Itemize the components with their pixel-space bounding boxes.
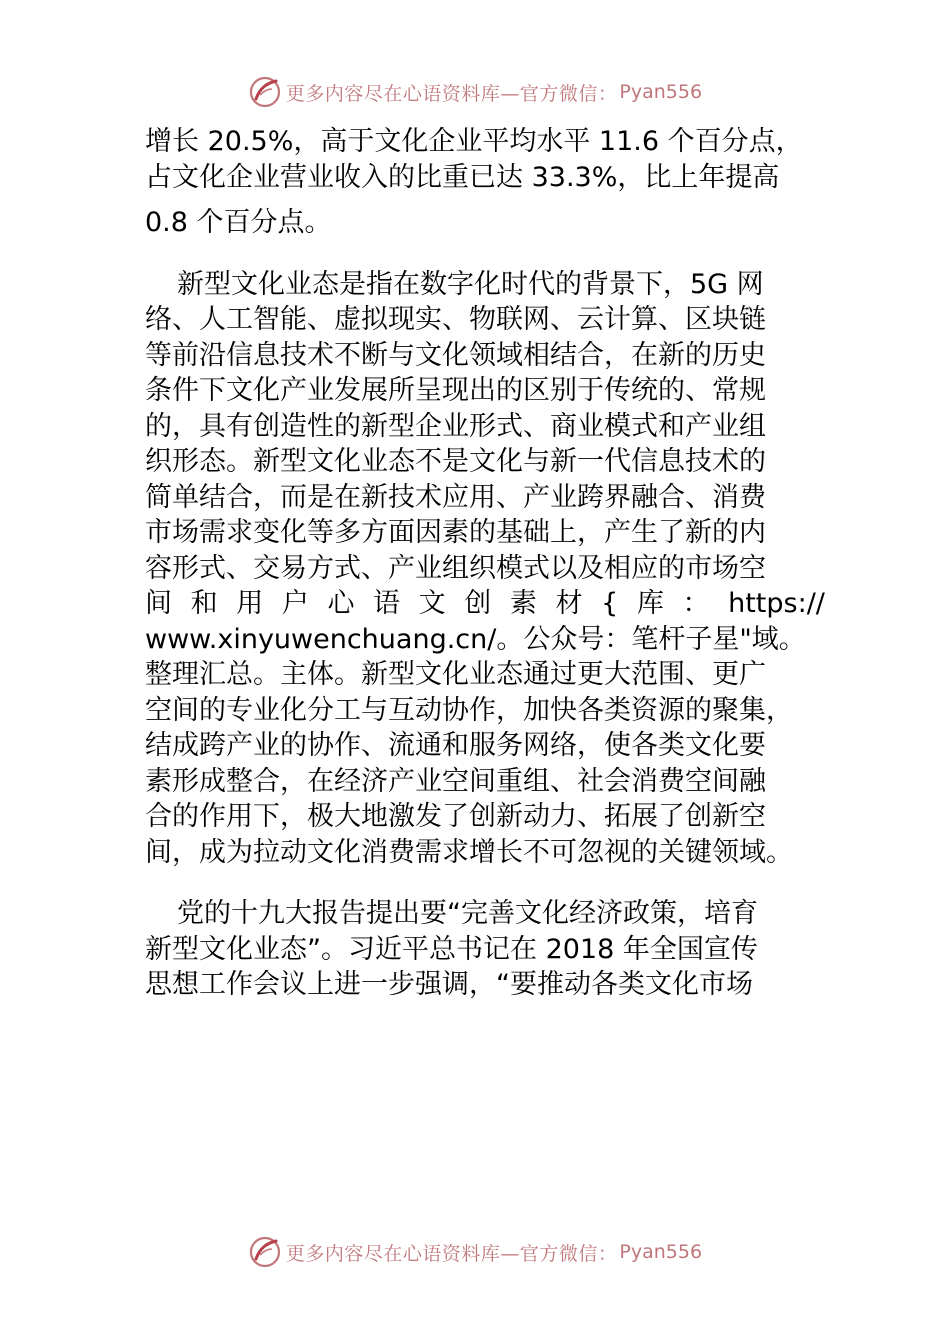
spread-char: 素: [509, 588, 537, 619]
paragraph-2-line: 素形成整合，在经济产业空间重组、社会消费空间融: [145, 765, 766, 797]
paragraph-3-line: 党的十九大报告提出要“完善文化经济政策，培育: [177, 898, 758, 929]
watermark-id: Pyan556: [619, 1241, 703, 1263]
paragraph-1: [145, 124, 825, 241]
paragraph-3: [145, 896, 825, 1003]
spread-char: 材: [555, 588, 583, 619]
paragraph-2: [145, 267, 825, 871]
paragraph-2-line: 的，具有创造性的新型企业形式、商业模式和产业组: [145, 410, 766, 442]
paragraph-2-line: 条件下文化产业发展所呈现出的区别于传统的、常规: [145, 375, 766, 406]
spread-char: 和: [190, 588, 218, 619]
paragraph-3-line: 新型文化业态”。习近平总书记在 2018 年全国宣传: [145, 933, 758, 965]
paragraph-1-line: 增长 20.5%，高于文化企业平均水平 11.6 个百分点，: [145, 126, 803, 157]
spread-char: https://: [728, 588, 825, 619]
header-watermark: [0, 72, 950, 112]
spread-char: {: [601, 588, 619, 619]
paragraph-2-line: 整理汇总。主体。新型文化业态通过更大范围、更广: [145, 659, 766, 690]
paragraph-2-line: 市场需求变化等多方面因素的基础上，产生了新的内: [145, 517, 766, 548]
paragraph-2-line: 新型文化业态是指在数字化时代的背景下，5G 网: [177, 268, 764, 300]
footer-watermark: [0, 1232, 950, 1272]
paragraph-2-line: 织形态。新型文化业态不是文化与新一代信息技术的: [145, 446, 766, 477]
paragraph-2-line: 等前沿信息技术不断与文化领域相结合，在新的历史: [145, 339, 766, 371]
paragraph-2-line: 间，成为拉动文化消费需求增长不可忽视的关键领域。: [145, 836, 793, 868]
paragraph-2-line: 结成跨产业的协作、流通和服务网络，使各类文化要: [145, 730, 766, 761]
paragraph-1-line: 占文化企业营业收入的比重已达 33.3%，比上年提高: [145, 161, 780, 193]
watermark-id: Pyan556: [619, 81, 703, 103]
spread-char: ：: [682, 588, 710, 619]
paragraph-2-line: 简单结合，而是在新技术应用、产业跨界融合、消费: [145, 481, 766, 513]
paragraph-2-line: 络、人工智能、虚拟现实、物联网、云计算、区块链: [145, 304, 766, 335]
logo-icon: [248, 1235, 282, 1269]
spread-char: 户: [281, 588, 309, 619]
paragraph-1-line: 0.8 个百分点。: [145, 207, 332, 238]
watermark-text: 更多内容尽在心语资料库—官方微信：: [285, 1242, 618, 1265]
paragraph-2-line: 空间的专业化分工与互动协作，加快各类资源的聚集，: [145, 694, 793, 726]
paragraph-2-line: www.xinyuwenchuang.cn/。公众号：笔杆子星"域。: [145, 623, 806, 655]
spread-char: 语: [373, 588, 401, 619]
spread-char: 文: [418, 588, 446, 619]
paragraph-2-line: 容形式、交易方式、产业组织模式以及相应的市场空: [145, 552, 766, 584]
watermark-text: 更多内容尽在心语资料库—官方微信：: [285, 82, 618, 105]
spread-char: 间: [145, 588, 172, 619]
logo-icon: [248, 75, 282, 109]
spread-char: 用: [236, 588, 264, 619]
spread-char: 心: [327, 588, 355, 619]
spread-char: 创: [464, 588, 492, 619]
document-body: [145, 124, 825, 1003]
paragraph-2-spread-line: [145, 586, 825, 622]
paragraph-2-line: 合的作用下，极大地激发了创新动力、拓展了创新空: [145, 801, 766, 832]
spread-char: 库: [636, 588, 664, 619]
paragraph-3-line: 思想工作会议上进一步强调，“要推动各类文化市场: [145, 969, 753, 1000]
